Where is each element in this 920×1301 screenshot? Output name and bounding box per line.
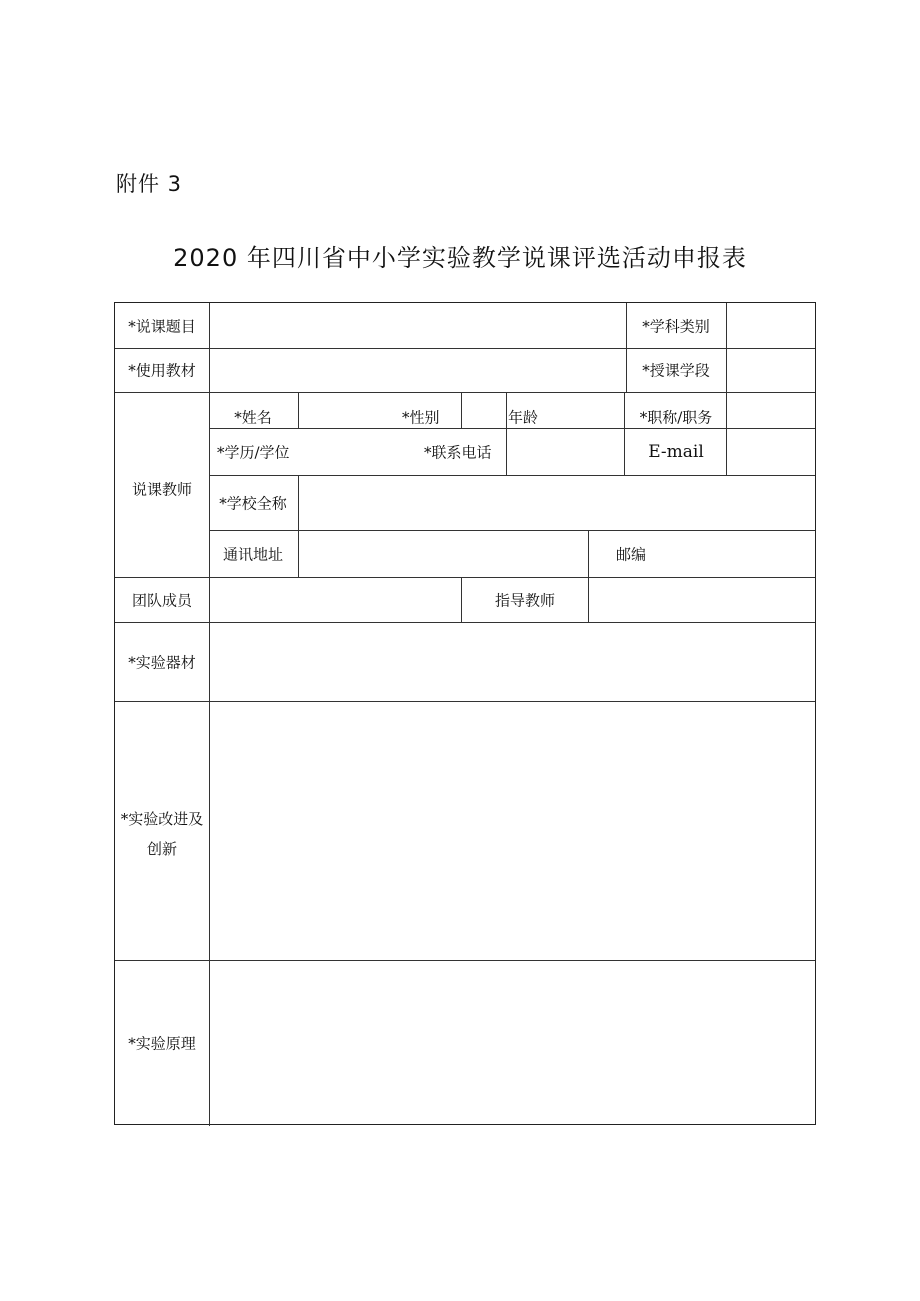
col-divider: [588, 530, 589, 577]
school-label: *学校全称: [219, 494, 287, 513]
advisor-input[interactable]: [589, 578, 815, 622]
postcode-input[interactable]: [655, 531, 815, 577]
col-divider: [461, 577, 462, 622]
gender-label: *性别: [402, 408, 440, 427]
phone-label: *联系电话: [424, 443, 492, 462]
age-label: 年龄: [508, 408, 539, 427]
education-label: *学历/学位: [217, 443, 290, 462]
phone-input[interactable]: [507, 429, 624, 475]
job-title-input[interactable]: [727, 393, 815, 428]
equipment-label: *实验器材: [128, 653, 196, 672]
teacher-label: 说课教师: [131, 480, 193, 499]
application-form: [114, 302, 816, 1125]
job-title-label: *职称/职务: [639, 408, 713, 427]
advisor-label: 指导教师: [494, 591, 556, 610]
page-title: 2020 年四川省中小学实验教学说课评选活动申报表: [173, 244, 747, 272]
school-input[interactable]: [299, 476, 815, 530]
textbook-label: *使用教材: [128, 361, 196, 380]
subject-input[interactable]: [727, 303, 815, 348]
equipment-input[interactable]: [210, 623, 815, 701]
name-label: *姓名: [234, 408, 272, 427]
gender-input[interactable]: [462, 393, 506, 428]
address-input[interactable]: [299, 531, 588, 577]
col-divider: [624, 392, 625, 475]
email-input[interactable]: [727, 429, 815, 475]
attachment-label: 附件 3: [116, 172, 183, 196]
postcode-label: 邮编: [616, 545, 647, 564]
innovation-input[interactable]: [210, 702, 815, 960]
email-label: E-mail: [648, 442, 704, 462]
col-divider: [626, 303, 627, 392]
topic-label: *说课题目: [128, 317, 196, 336]
stage-label: *授课学段: [642, 361, 710, 380]
innovation-label: *实验改进及创新: [120, 810, 204, 858]
principle-input[interactable]: [210, 961, 815, 1124]
stage-input[interactable]: [727, 349, 815, 392]
address-label: 通讯地址: [222, 545, 284, 564]
textbook-input[interactable]: [210, 349, 626, 392]
principle-label: *实验原理: [128, 1034, 196, 1053]
subject-label: *学科类别: [642, 317, 710, 336]
age-input[interactable]: [555, 393, 624, 428]
topic-input[interactable]: [210, 303, 626, 348]
education-input[interactable]: [305, 429, 417, 475]
team-input[interactable]: [210, 578, 461, 622]
team-label: 团队成员: [131, 591, 193, 610]
